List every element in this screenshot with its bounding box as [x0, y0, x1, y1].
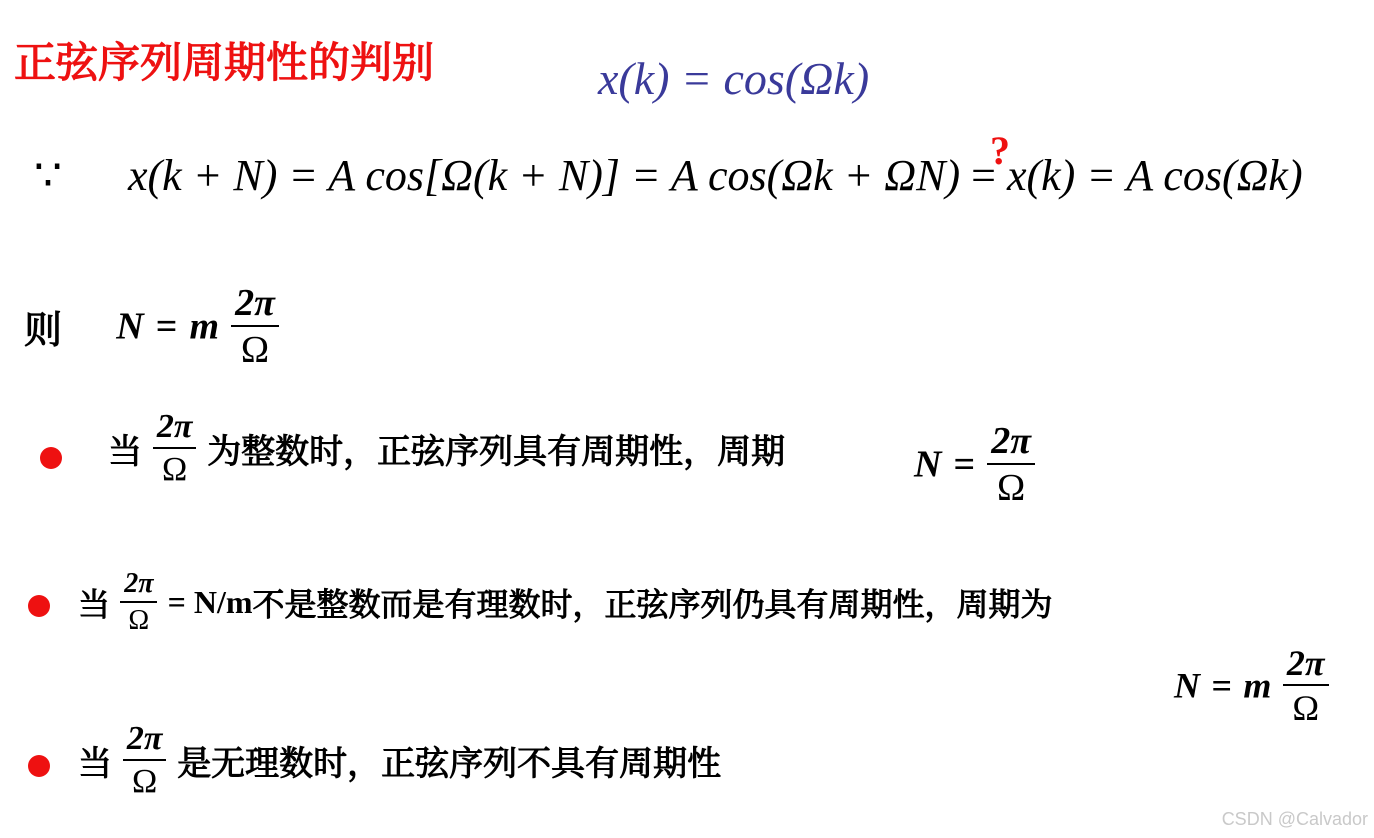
- bullet-dot: [28, 595, 50, 617]
- bullet-integer-case: [108, 410, 785, 487]
- question-mark: ?: [990, 128, 1010, 173]
- fraction-denominator: Ω: [128, 605, 150, 636]
- fraction-denominator: Ω: [131, 763, 158, 800]
- formula-periodicity-condition: [34, 150, 1303, 201]
- bullet-text: 不是整数而是有理数时，正弦序列仍具有周期性，周期为: [252, 585, 1053, 624]
- because-symbol: ∵: [34, 151, 62, 200]
- bullet-prefix: 当: [78, 744, 112, 784]
- fraction-denominator: Ω: [161, 451, 188, 488]
- bullet-text: 是无理数时，正弦序列不具有周期性: [177, 744, 722, 784]
- formula-right-side: x(k) = A cos(Ωk): [1006, 151, 1303, 200]
- equals-symbol: =: [155, 305, 178, 348]
- N-symbol: N: [116, 305, 144, 348]
- fraction-2pi-omega: [231, 284, 279, 369]
- fraction-denominator: Ω: [1292, 688, 1320, 728]
- fraction-numerator: 2π: [153, 410, 197, 449]
- bullet-text: 为整数时，正弦序列具有周期性，周期: [207, 432, 786, 472]
- fraction-denominator: Ω: [997, 467, 1026, 509]
- fraction-numerator: 2π: [120, 570, 157, 603]
- formula-left-side: x(k + N) = A cos[Ω(k + N)] = A cos(Ωk + ΩN): [128, 151, 961, 200]
- fraction-2pi-omega: [120, 570, 157, 635]
- then-formula: [24, 284, 279, 369]
- fraction-numerator: 2π: [231, 284, 279, 327]
- fraction-2pi-omega: [153, 410, 197, 487]
- fraction-numerator: 2π: [1283, 645, 1329, 686]
- bullet-prefix: 当: [108, 432, 142, 472]
- period-formula-integer: [914, 422, 1035, 507]
- page-title: 正弦序列周期性的判别: [14, 38, 435, 87]
- bullet-prefix: 当: [78, 585, 111, 624]
- fraction-2pi-omega: [123, 722, 167, 799]
- bullet-dot: [28, 755, 50, 777]
- period-formula-rational: [1174, 645, 1329, 726]
- fraction-2pi-omega: [987, 422, 1035, 507]
- N-symbol: N: [1174, 665, 1200, 706]
- fraction-numerator: 2π: [987, 422, 1035, 465]
- then-label: 则: [24, 308, 63, 352]
- equals-symbol: =: [953, 443, 976, 486]
- N-symbol: N: [914, 443, 942, 486]
- m-symbol: m: [189, 305, 220, 348]
- formula-equals-question: =: [971, 151, 996, 200]
- fraction-2pi-omega: [1283, 645, 1329, 726]
- watermark: CSDN @Calvador: [1221, 809, 1368, 829]
- bullet-dot: [40, 447, 62, 469]
- ratio-N-over-m: = N/m: [167, 584, 253, 620]
- m-symbol: m: [1243, 665, 1272, 706]
- fraction-denominator: Ω: [240, 329, 270, 371]
- bullet-irrational-case: [78, 722, 721, 799]
- bullet-rational-case: [78, 570, 1053, 635]
- fraction-numerator: 2π: [123, 722, 167, 761]
- equals-symbol: =: [1211, 665, 1232, 706]
- formula-sinusoid: x(k) = cos(Ωk): [598, 53, 870, 104]
